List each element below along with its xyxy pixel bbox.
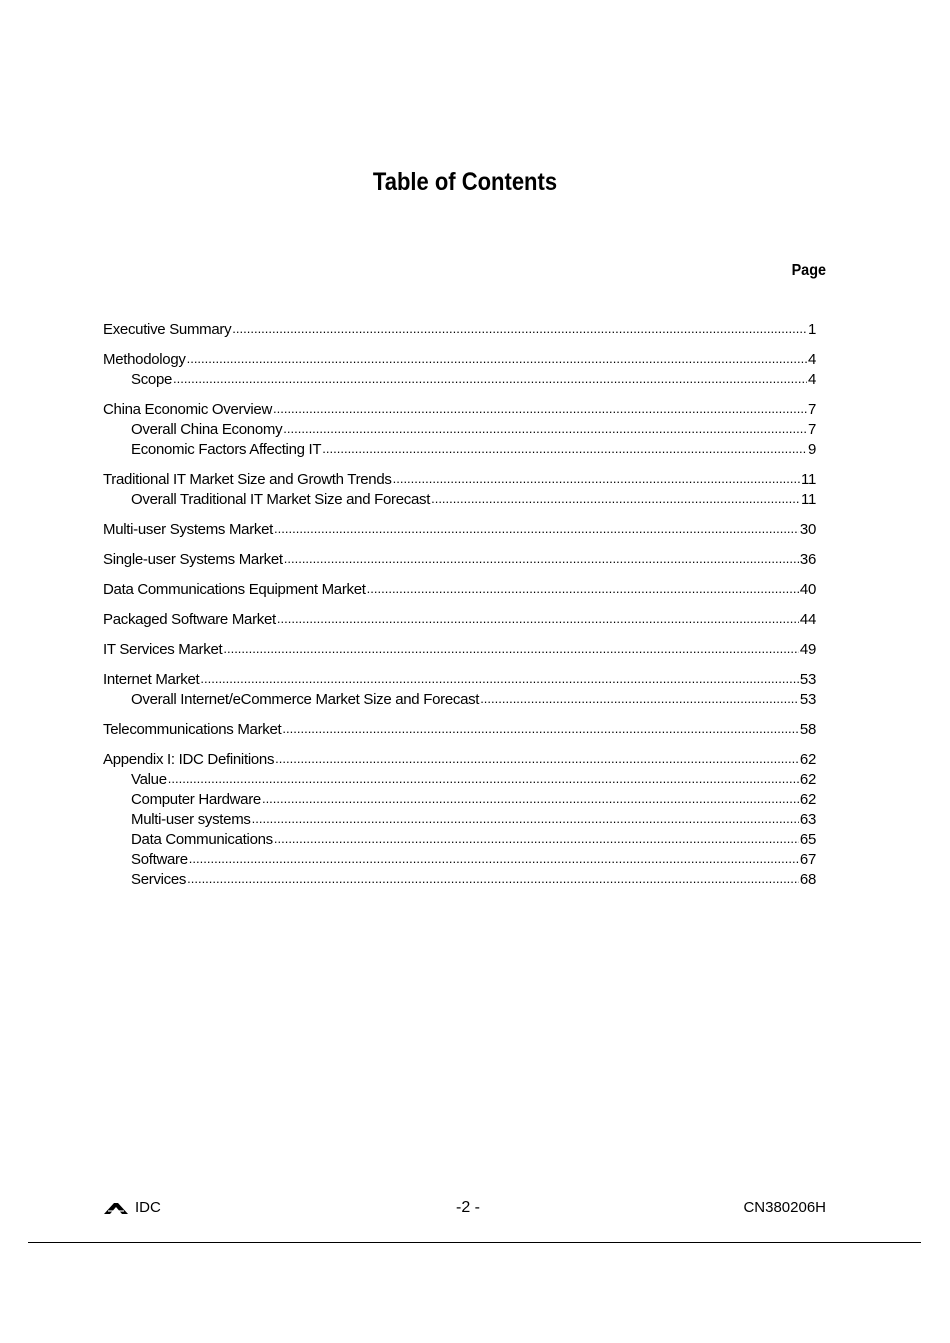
toc-entry-label: Methodology [103,351,186,368]
toc-entry-label: China Economic Overview [103,401,272,418]
toc-entry-label: Economic Factors Affecting IT [131,441,322,458]
toc-page-number: 62 [799,771,816,788]
toc-dot-leader [274,519,799,539]
toc-page-number: 62 [799,751,816,768]
toc-page-number: 9 [807,441,816,458]
toc-page-number: 1 [807,321,816,338]
toc-dot-leader [262,789,799,809]
toc-entry-label: Traditional IT Market Size and Growth Trends [103,471,392,488]
toc-dot-leader [284,549,799,569]
toc-dot-leader [393,469,800,489]
toc-entry [103,320,816,340]
toc-dot-leader [223,639,799,659]
toc-entry-label: Single-user Systems Market [103,551,283,568]
toc-entry [103,670,816,690]
toc-subentry [103,440,816,460]
toc-dot-leader [480,689,799,709]
footer-divider [28,1242,921,1243]
toc-dot-leader [232,319,807,339]
toc-entry [103,580,816,600]
toc-dot-leader [277,609,799,629]
toc-page-number: 30 [799,521,816,538]
toc-page-number: 53 [799,671,816,688]
toc-dot-leader [168,769,799,789]
toc-dot-leader [275,749,799,769]
toc-subentry [103,790,816,810]
toc-entry-label: Overall Traditional IT Market Size and Forecast [131,491,431,508]
toc-group [103,610,816,630]
footer-page-number: -2 - [456,1199,480,1216]
toc-entry-label: Software [131,851,188,868]
toc-entry-label: Computer Hardware [131,791,261,808]
toc-page-number: 49 [799,641,816,658]
toc-page-number: 58 [799,721,816,738]
toc-entry [103,720,816,740]
toc-page-number: 68 [799,871,816,888]
toc-page-number: 40 [799,581,816,598]
footer-document-id: CN380206H [743,1199,826,1216]
toc-entry [103,520,816,540]
table-of-contents [103,320,816,900]
toc-entry-label: Multi-user Systems Market [103,521,274,538]
toc-page-number: 11 [801,471,816,488]
toc-entry-label: IT Services Market [103,641,223,658]
toc-page-number: 7 [807,401,816,418]
toc-subentry [103,850,816,870]
toc-group [103,670,816,710]
toc-entry-label: Scope [131,371,173,388]
toc-entry [103,550,816,570]
toc-entry [103,610,816,630]
toc-group [103,580,816,600]
toc-subentry [103,370,816,390]
toc-group [103,470,816,510]
page-footer [103,1199,826,1221]
toc-dot-leader [273,399,807,419]
toc-dot-leader [252,809,799,829]
toc-page-number: 65 [799,831,816,848]
toc-group [103,520,816,540]
toc-dot-leader [367,579,799,599]
toc-page-number: 4 [807,371,816,388]
toc-entry-label: Services [131,871,187,888]
toc-group [103,750,816,890]
page-title: Table of Contents [372,168,558,196]
toc-entry-label: Overall Internet/eCommerce Market Size and Forecast [131,691,480,708]
toc-dot-leader [431,489,800,509]
toc-group [103,720,816,740]
toc-subentry [103,870,816,890]
toc-page-number: 67 [799,851,816,868]
toc-dot-leader [322,439,807,459]
toc-page-number: 62 [799,791,816,808]
toc-entry [103,470,816,490]
toc-entry-label: Packaged Software Market [103,611,276,628]
toc-entry-label: Value [131,771,167,788]
toc-page-number: 11 [801,491,816,508]
toc-entry [103,640,816,660]
toc-dot-leader [274,829,799,849]
toc-group [103,350,816,390]
toc-entry-label: Multi-user systems [131,811,251,828]
toc-entry [103,400,816,420]
toc-subentry [103,490,816,510]
toc-group [103,320,816,340]
toc-page-number: 7 [807,421,816,438]
toc-dot-leader [189,849,799,869]
toc-subentry [103,830,816,850]
toc-page-number: 36 [799,551,816,568]
toc-entry-label: Internet Market [103,671,200,688]
toc-page-number: 53 [799,691,816,708]
toc-dot-leader [187,349,807,369]
toc-dot-leader [173,369,807,389]
toc-entry [103,350,816,370]
toc-dot-leader [200,669,799,689]
footer-logo-text: IDC [135,1199,161,1216]
toc-entry-label: Data Communications [131,831,273,848]
toc-group [103,550,816,570]
toc-subentry [103,420,816,440]
footer-logo [103,1199,161,1216]
toc-entry-label: Telecommunications Market [103,721,282,738]
toc-entry-label: Appendix I: IDC Definitions [103,751,275,768]
toc-entry-label: Overall China Economy [131,421,283,438]
toc-group [103,640,816,660]
toc-dot-leader [283,419,807,439]
toc-entry-label: Executive Summary [103,321,232,338]
toc-subentry [103,770,816,790]
toc-subentry [103,810,816,830]
toc-subentry [103,690,816,710]
toc-group [103,400,816,460]
toc-dot-leader [187,869,799,889]
toc-dot-leader [282,719,799,739]
toc-entry-label: Data Communications Equipment Market [103,581,366,598]
toc-page-number: 4 [807,351,816,368]
page-column-header: Page [791,262,826,279]
toc-entry [103,750,816,770]
toc-page-number: 63 [799,811,816,828]
toc-page-number: 44 [799,611,816,628]
idc-logo-icon [103,1201,129,1215]
